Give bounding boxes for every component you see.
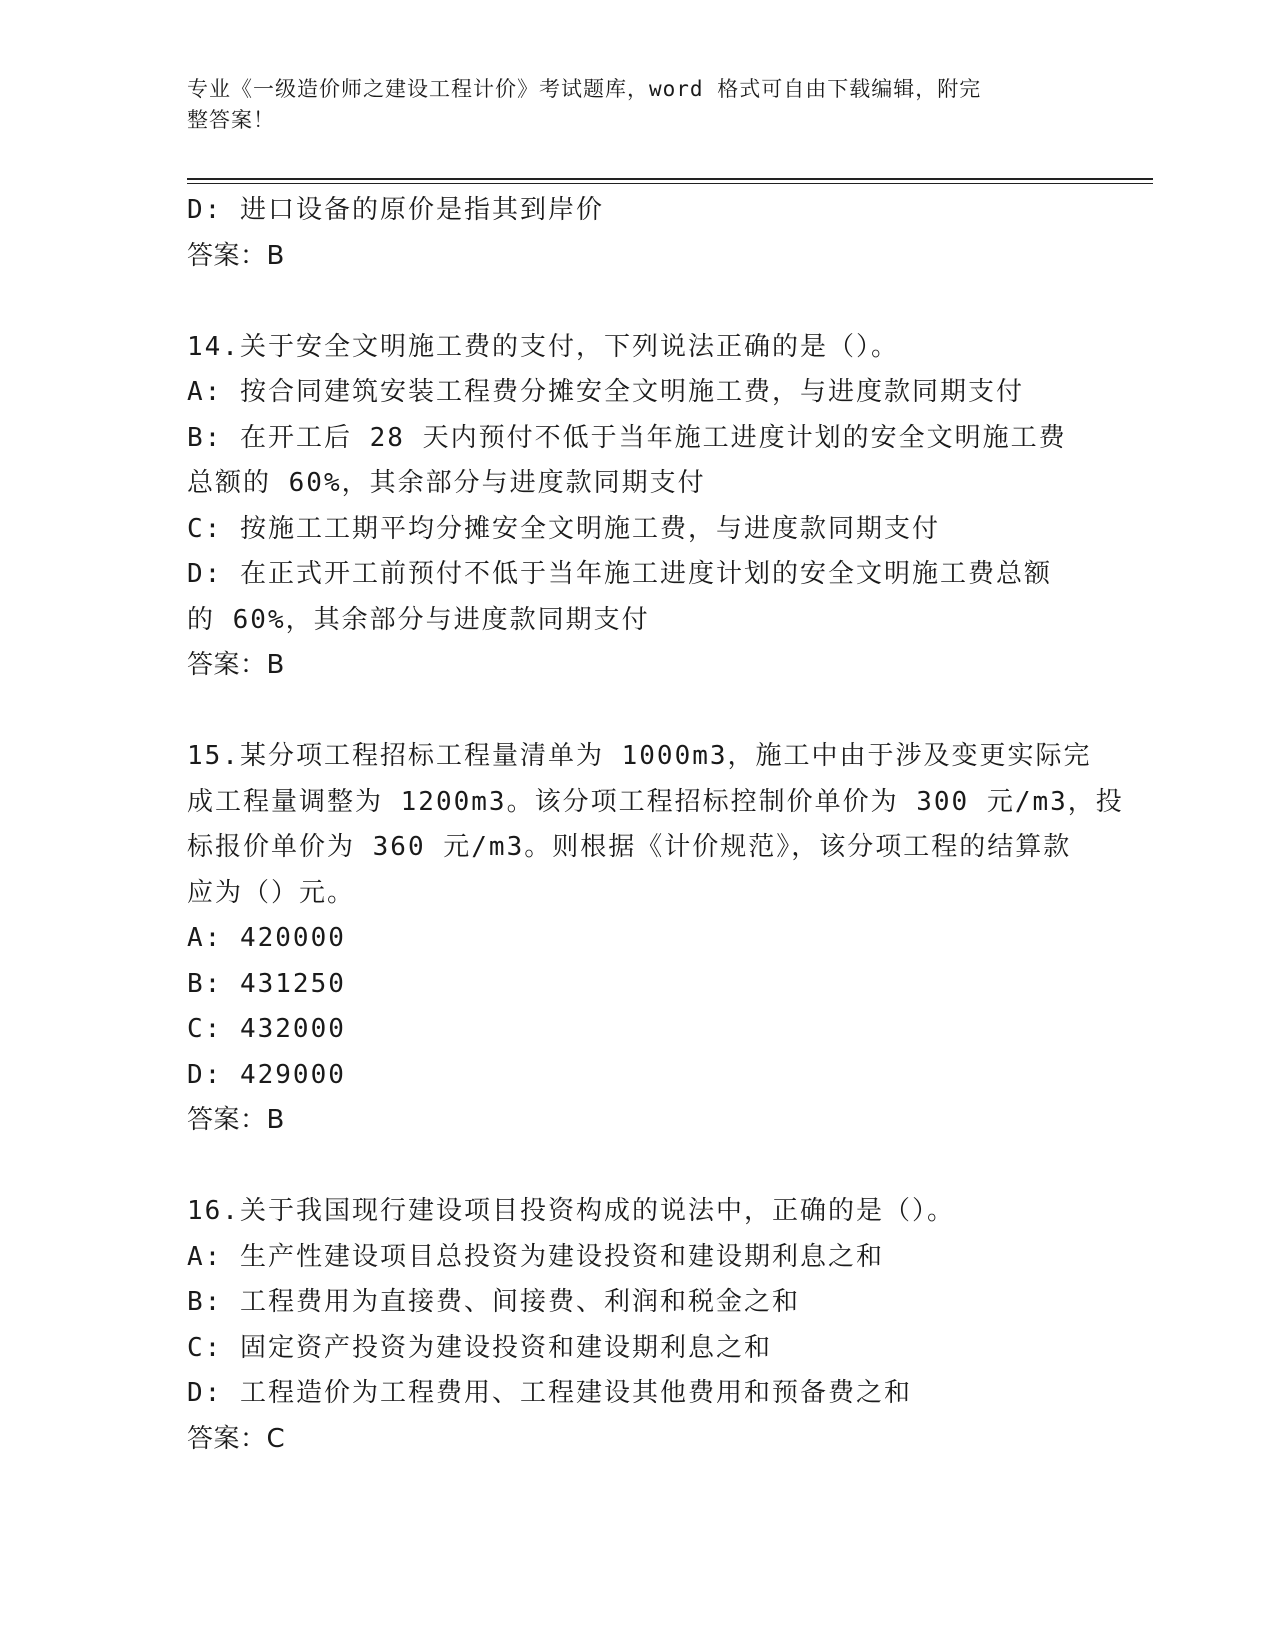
option-line: C: 432000 xyxy=(187,1014,346,1044)
answer-line: 答案：B xyxy=(187,1105,285,1135)
question-block xyxy=(187,734,1124,1189)
header-line-2: 整答案！ xyxy=(187,108,275,132)
option-line: 的 60%，其余部分与进度款同期支付 xyxy=(187,604,650,635)
spacer xyxy=(187,689,1087,735)
question-block xyxy=(187,325,1087,735)
answer-line: 答案：B xyxy=(187,650,285,680)
option-line: D: 在正式开工前预付不低于当年施工进度计划的安全文明施工费总额 xyxy=(187,559,1052,589)
option-line: C: 固定资产投资为建设投资和建设期利息之和 xyxy=(187,1332,772,1363)
carryover-answer: 答案：B xyxy=(187,240,285,271)
spacer xyxy=(187,279,1087,325)
option-line: 总额的 60%，其余部分与进度款同期支付 xyxy=(187,468,706,498)
header-rule-thin xyxy=(187,183,1153,184)
question-stem-line: 14.关于安全文明施工费的支付，下列说法正确的是（）。 xyxy=(187,331,899,362)
answer-line: 答案：C xyxy=(187,1423,286,1454)
question-stem-line: 成工程量调整为 1200m3。该分项工程招标控制价单价为 300 元/m3，投 xyxy=(187,786,1124,817)
option-line: D: 工程造价为工程费用、工程建设其他费用和预备费之和 xyxy=(187,1378,912,1408)
option-line: A: 生产性建设项目总投资为建设投资和建设期利息之和 xyxy=(187,1241,884,1272)
question-stem-line: 16.关于我国现行建设项目投资构成的说法中，正确的是（）。 xyxy=(187,1196,955,1226)
question-stem-line: 15.某分项工程招标工程量清单为 1000m3，施工中由于涉及变更实际完 xyxy=(187,741,1092,771)
page-header xyxy=(187,74,1087,136)
option-line: A: 按合同建筑安装工程费分摊安全文明施工费，与进度款同期支付 xyxy=(187,377,1024,407)
header-rule-thick xyxy=(187,178,1153,180)
option-line: B: 431250 xyxy=(187,968,346,999)
question-stem-line: 应为（）元。 xyxy=(187,877,356,908)
document-content xyxy=(187,188,1124,1462)
option-line: D: 429000 xyxy=(187,1059,346,1090)
question-stem-line: 标报价单价为 360 元/m3。则根据《计价规范》，该分项工程的结算款 xyxy=(187,832,1072,862)
option-line: C: 按施工工期平均分摊安全文明施工费，与进度款同期支付 xyxy=(187,513,940,544)
spacer xyxy=(187,1144,1087,1190)
question-list xyxy=(187,325,1124,1463)
question-block xyxy=(187,1189,1087,1462)
header-line-1: 专业《一级造价师之建设工程计价》考试题库，word 格式可自由下载编辑，附完 xyxy=(187,77,982,101)
option-line: B: 在开工后 28 天内预付不低于当年施工进度计划的安全文明施工费 xyxy=(187,422,1067,453)
option-line: B: 工程费用为直接费、间接费、利润和税金之和 xyxy=(187,1287,800,1317)
carryover-option-d: D: 进口设备的原价是指其到岸价 xyxy=(187,195,604,225)
option-line: A: 420000 xyxy=(187,923,346,953)
